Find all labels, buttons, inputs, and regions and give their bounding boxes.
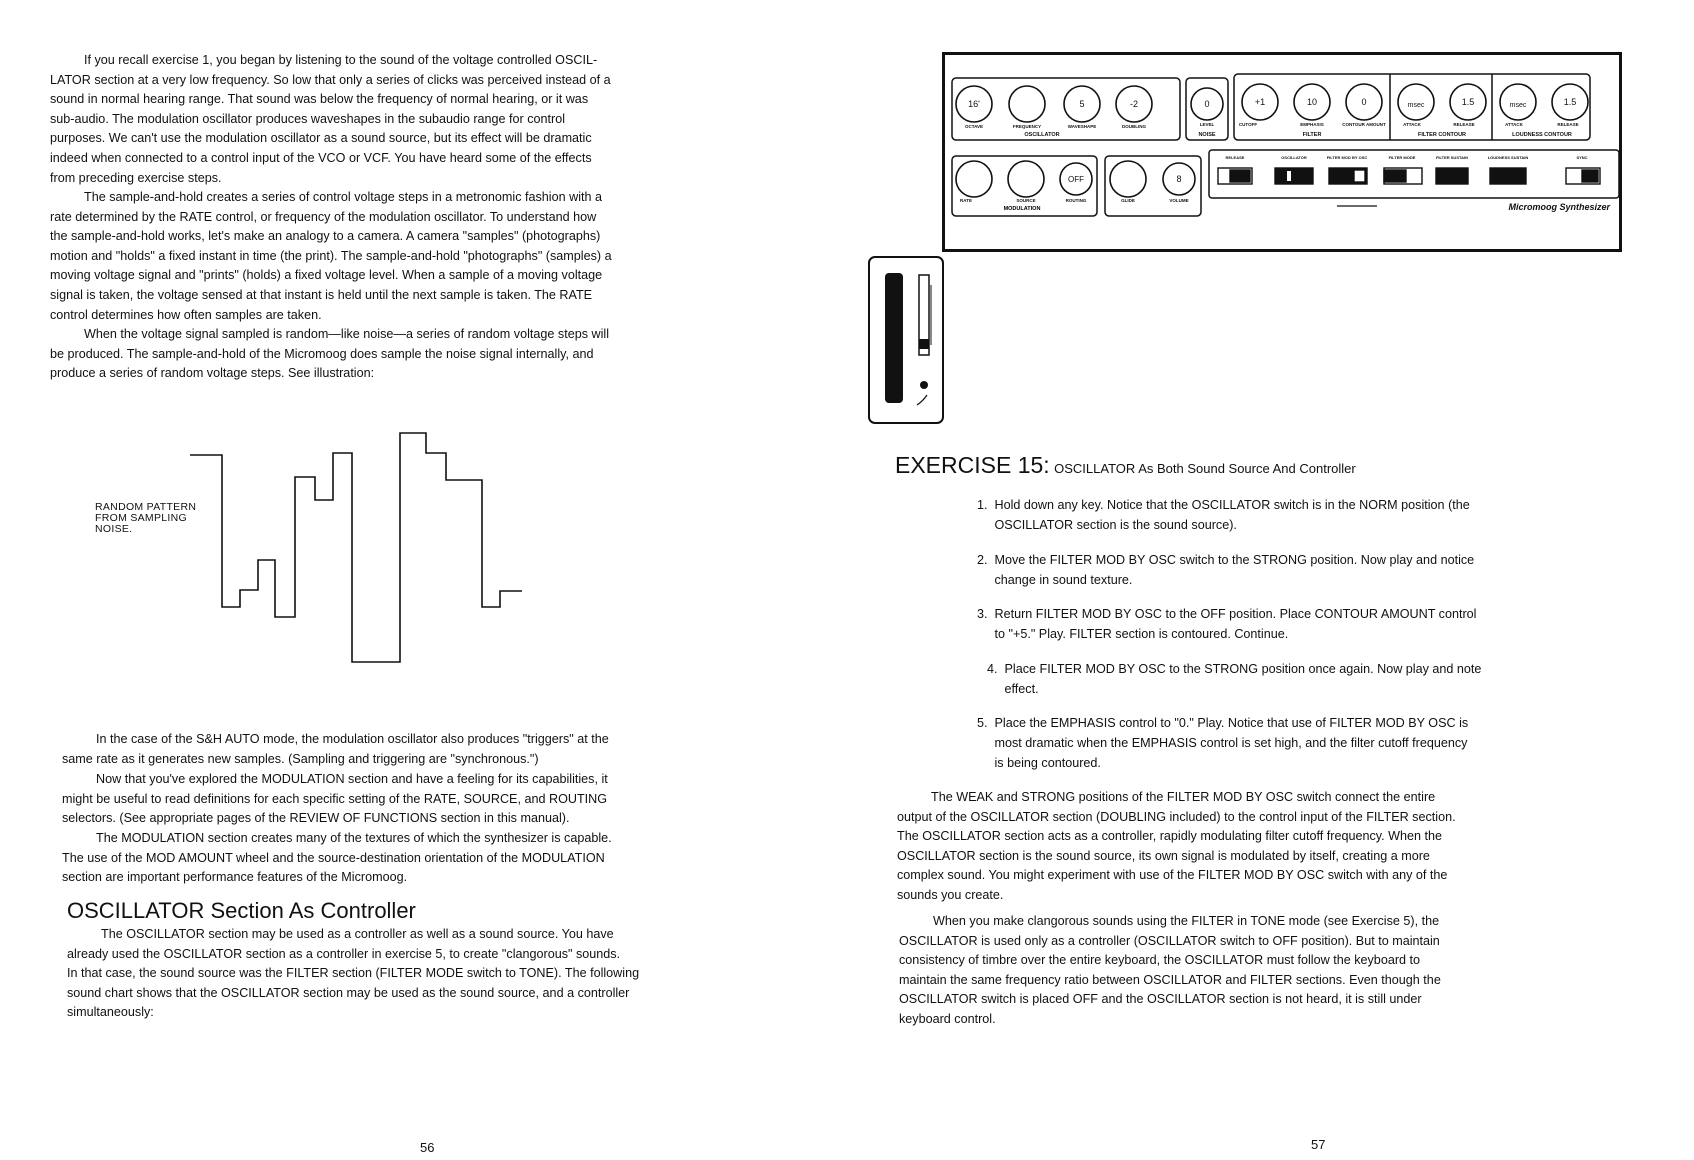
step-3: 3. Return FILTER MOD BY OSC to the OFF position. Place CONTOUR AMOUNT control to "+5." Play. FILTER section is contoured. Continue. [977,607,1477,641]
svg-text:ROUTING: ROUTING [1065,198,1087,203]
svg-text:RELEASE: RELEASE [1453,122,1475,127]
svg-text:FILTER: FILTER [1302,132,1322,138]
svg-text:LEVEL: LEVEL [1199,122,1215,127]
svg-text:RELEASE: RELEASE [1225,155,1245,160]
oscillator-switch [1275,168,1313,184]
random-step-waveform [190,433,522,662]
right-page [847,0,1694,1160]
octave-knob-value: 16' [968,99,980,109]
waveshape-knob-value: 5 [1079,99,1085,109]
exercise-number: EXERCISE 15: [895,452,1050,478]
filter-attack-value: msec [1407,102,1425,109]
svg-text:SYNC: SYNC [1576,155,1588,160]
svg-text:CONTOUR AMOUNT: CONTOUR AMOUNT [1342,122,1386,127]
frequency-knob [1009,86,1045,122]
step-2: 2. Move the FILTER MOD BY OSC switch to the STRONG position. Now play and notice change in sound texture. [977,553,1475,587]
glide-knob [1110,161,1146,197]
filter-sustain-switch [1436,168,1468,184]
emphasis-knob-value: 10 [1306,97,1318,107]
svg-text:LOUDNESS SUSTAIN: LOUDNESS SUSTAIN [1487,155,1529,160]
svg-text:FILTER CONTOUR: FILTER CONTOUR [1417,132,1467,138]
page-number-left: 56 [420,1140,435,1155]
exercise-subtitle: OSCILLATOR As Both Sound Source And Controller [1054,461,1356,476]
svg-text:LOUDNESS CONTOUR: LOUDNESS CONTOUR [1512,132,1572,138]
svg-text:GLIDE: GLIDE [1121,198,1135,203]
paragraph-clangorous: When you make clangorous sounds using the FILTER in TONE mode (see Exercise 5), the OSCILLATOR is used only as a controller (OSCILLATOR switch to OFF position). But to maintain consistency of timbre over the entire keyboard, the OSCILLATOR must follow the keyboard to maintain the same frequency ratio between OSCILLATOR and FILTER sections. Even though the OSCILLATOR switch is placed OFF and the OSCILLATOR section is not heard, it is still under keyboard control. [899,914,1441,1026]
micromoog-panel-illustration [942,52,1622,252]
svg-text:RATE: RATE [960,198,972,203]
svg-text:CUTOFF: CUTOFF [1238,122,1258,127]
paragraph-modulation-textures: The MODULATION section creates many of the textures of which the synthesizer is capable. The use of the MOD AMOUNT wheel and the source-destination orientation of the MODULATION section are important performance features of the Micromoog. [62,831,612,885]
loudness-sustain-switch [1490,168,1526,184]
page-number-right: 57 [1311,1137,1326,1152]
paragraph-sh-auto: In the case of the S&H AUTO mode, the modulation oscillator also produces "triggers" at the same rate as it generates new samples. (Sampling and triggering are "synchronous.") [62,732,609,766]
svg-text:OSCILLATOR: OSCILLATOR [1024,132,1060,138]
svg-text:SOURCE: SOURCE [1016,198,1036,203]
mod-wheel [885,273,903,403]
source-knob [1008,161,1044,197]
svg-text:OSCILLATOR: OSCILLATOR [1281,155,1307,160]
svg-text:FREQUENCY: FREQUENCY [1012,124,1042,129]
row1-sublabels [965,122,1579,129]
panel-brand: Micromoog Synthesizer [1508,202,1610,212]
svg-text:FILTER MODE: FILTER MODE [1388,155,1416,160]
row2-sublabels [960,198,1189,203]
svg-text:ATTACK: ATTACK [1505,122,1523,127]
mod-wheel-illustration [867,255,947,425]
panel-frame [944,54,1621,251]
paragraph-modulation-explored: Now that you've explored the MODULATION section and have a feeling for its capabilities, it might be useful to read definitions for each specific setting of the RATE, SOURCE, and ROUTING selectors. (See appropriate pages of the REVIEW OF FUNCTIONS section in this manual). [62,772,608,826]
section-heading: OSCILLATOR Section As Controller [67,898,416,923]
rate-knob [956,161,992,197]
row1-knobs [956,84,1588,122]
row1-group-labels [1024,132,1572,138]
svg-text:WAVESHAPE: WAVESHAPE [1067,124,1097,129]
svg-text:VOLUME: VOLUME [1169,198,1189,203]
svg-text:FILTER MOD BY OSC: FILTER MOD BY OSC [1326,155,1368,160]
svg-text:OCTAVE: OCTAVE [964,124,984,129]
exercise-title [895,452,1356,479]
power-indicator [920,381,928,389]
doubling-knob-value: -2 [1129,99,1139,109]
volume-knob-value: 8 [1176,174,1182,184]
filter-release-value: 1.5 [1461,97,1475,107]
paragraph-oscillator-controller: The OSCILLATOR section may be used as a controller as well as a sound source. You have already used the OSCILLATOR section as a controller in exercise 5, to create "clangorous" sounds. In that case, the sound source was the FILTER section (FILTER MODE switch to TONE). The following sound chart shows that the OSCILLATOR section may be used as the sound source, and a controller simultaneously: [67,927,640,1020]
noise-level-value: 0 [1204,99,1210,109]
random-voltage-steps-diagram [190,425,530,670]
svg-text:ATTACK: ATTACK [1403,122,1421,127]
paragraph-weak-strong: The WEAK and STRONG positions of the FILTER MOD BY OSC switch connect the entire output of the OSCILLATOR section (DOUBLING included) to the control input of the FILTER section. The OSCILLATOR section acts as a controller, rapidly modulating filter cutoff frequency. When the OSCILLATOR section is the sound source, its own signal is modulated by itself, creating a more complex sound. You might experiment with use of the FILTER MOD BY OSC switch with any of the sounds you create. [897,790,1456,902]
svg-text:NOISE: NOISE [1198,132,1216,138]
modulation-group-label: MODULATION [1003,206,1041,212]
loudness-attack-value: msec [1509,102,1527,109]
cutoff-knob-value: +1 [1254,97,1266,107]
paragraph-exercise-recall: If you recall exercise 1, you began by listening to the sound of the voltage controlled OSCIL- LATOR section at a very low frequency. So low that only a series of clicks was perceived instead of a sound in normal hearing range. That sound was below the frequency of normal hearing, or it was sub-audio. The modulation oscillator produces waveshapes in the subaudio range for control purposes. We can't use the modulation oscillator as a sound source, but its effect will be dramatic indeed when connected to a control input of the VCO or VCF. You have heard some of the effects from preceding exercise steps. [50,53,611,185]
paragraph-sample-and-hold: The sample-and-hold creates a series of control voltage steps in a metronomic fashion with a rate determined by the RATE control, or frequency of the modulation oscillator. To understand how the sample-and-hold works, let's make an analogy to a camera. A camera "samples" (photographs) motion and "holds" a fixed instant in time (the print). The sample-and-hold "photographs" (samples) a moving voltage signal and "prints" (holds) a fixed voltage level. When a sample of a moving voltage signal is taken, the voltage sensed at that instant is held until the next sample is taken. The RATE control determines how often samples are taken. [50,190,612,322]
loudness-release-value: 1.5 [1563,97,1577,107]
switch-labels [1226,155,1588,160]
step-5: 5. Place the EMPHASIS control to "0." Play. Notice that use of FILTER MOD BY OSC is most dramatic when the EMPHASIS control is set high, and the filter cutoff frequency is being contoured. [977,716,1469,770]
step-1: 1. Hold down any key. Notice that the OSCILLATOR switch is in the NORM position (the OSCILLATOR section is the sound source). [977,498,1470,532]
svg-text:RELEASE: RELEASE [1557,122,1579,127]
routing-knob-value: OFF [1068,175,1084,184]
diagram-label: RANDOM PATTERN FROM SAMPLING NOISE. [95,501,197,535]
step-4: 4. Place FILTER MOD BY OSC to the STRONG position once again. Now play and note effect. [987,662,1482,696]
paragraph-random-noise: When the voltage signal sampled is random—like noise—a series of random voltage steps will be produced. The sample-and-hold of the Micromoog does sample the noise signal internally, and produce a series of random voltage steps. See illustration: [50,327,609,381]
svg-text:EMPHASIS: EMPHASIS [1300,122,1324,127]
svg-text:FILTER SUSTAIN: FILTER SUSTAIN [1435,155,1469,160]
svg-text:DOUBLING: DOUBLING [1122,124,1146,129]
contour-amount-value: 0 [1361,97,1367,107]
panel-switches [1218,168,1600,184]
